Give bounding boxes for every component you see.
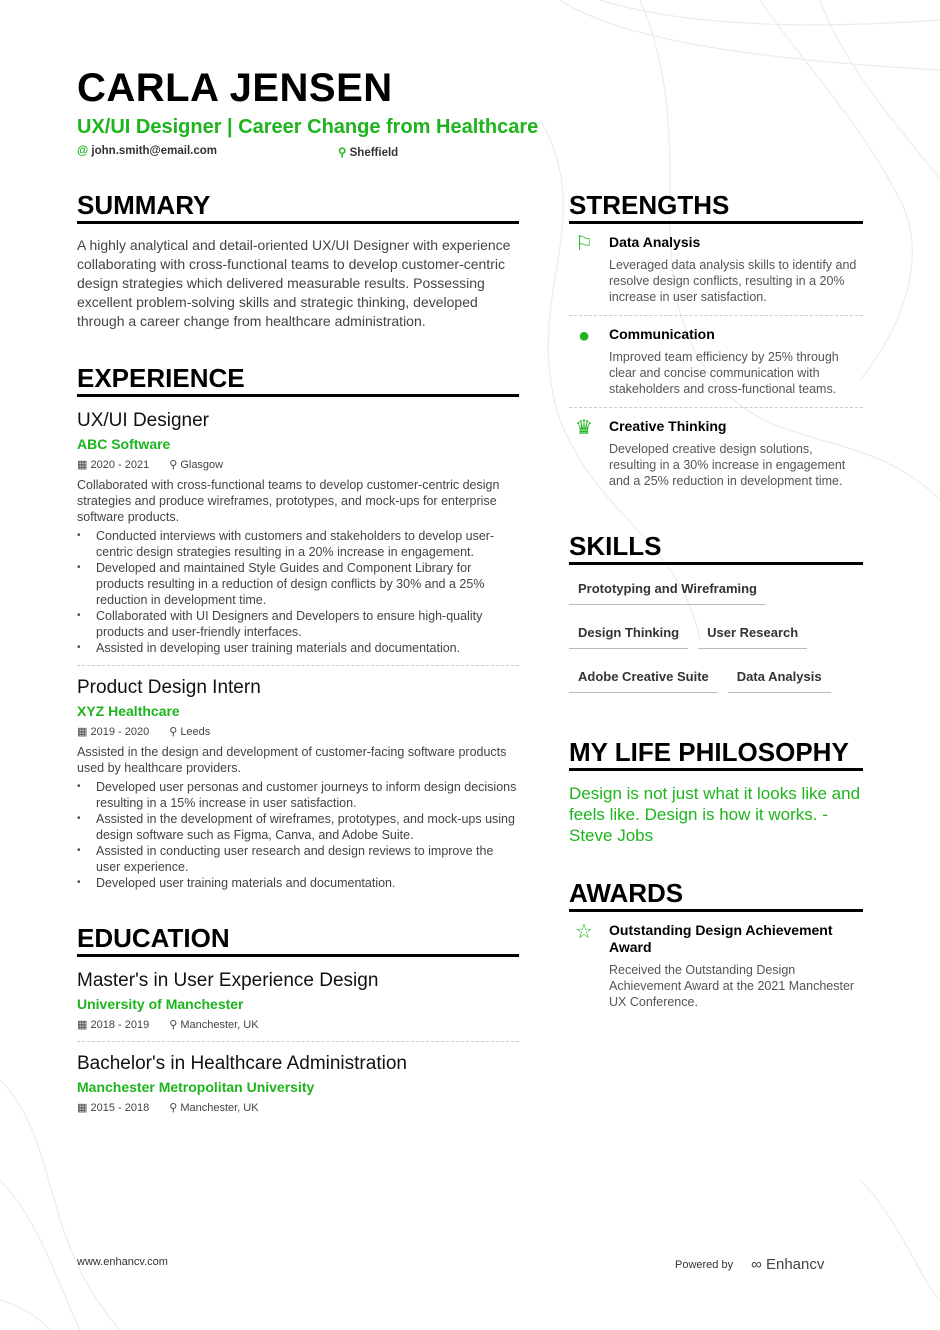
job-description: Assisted in the design and development of customer-facing software products used by healthcare providers. <box>77 745 507 775</box>
head-icon: ● <box>577 325 591 347</box>
strength-item <box>569 408 863 499</box>
dates-text: 2019 - 2020 <box>90 726 150 738</box>
location-text: Manchester, UK <box>180 1102 259 1114</box>
skill-tag: Adobe Creative Suite <box>569 661 718 693</box>
award-title: Outstanding Design Achievement Award <box>609 922 833 955</box>
experience-heading: EXPERIENCE <box>77 363 519 397</box>
location-pin-icon: ⚲ <box>338 147 347 159</box>
edu-location <box>169 1018 258 1032</box>
job-location <box>169 725 210 739</box>
job-dates <box>77 458 149 472</box>
strength-text: Leveraged data analysis skills to identify and resolve design conflicts, resulting in a 20% increase in user satisfaction. <box>609 258 857 304</box>
education-section <box>77 923 519 1115</box>
email[interactable] <box>77 145 217 157</box>
location-text: Sheffield <box>349 147 399 159</box>
job-dates <box>77 725 149 739</box>
education-entry <box>77 1052 519 1115</box>
enhancv-logo-icon: ∞ <box>751 1256 762 1273</box>
powered-by <box>675 1256 824 1273</box>
job-location <box>169 458 223 472</box>
candidate-name: CARLA JENSEN <box>77 66 393 110</box>
degree: Master's in User Experience Design <box>77 970 379 991</box>
experience-section <box>77 363 519 891</box>
powered-by-label: Powered by <box>675 1258 734 1271</box>
skill-tag: Design Thinking <box>569 617 688 649</box>
summary-heading: SUMMARY <box>77 190 519 224</box>
awards-section <box>569 878 863 1020</box>
location-text: Leeds <box>180 726 211 738</box>
divider <box>77 1041 519 1042</box>
job-title: Product Design Intern <box>77 677 261 698</box>
job-title: UX/UI Designer <box>77 410 209 431</box>
school: University of Manchester <box>77 996 244 1012</box>
job-description: Collaborated with cross-functional teams to develop customer-centric design strategies and produce wireframes, prototypes, and mock-ups for enterprise software products. <box>77 478 500 524</box>
bullet: • Collaborated with UI Designers and Developers to ensure high-quality products and user-friendly interfaces. <box>77 608 519 640</box>
divider <box>77 665 519 666</box>
edu-dates <box>77 1101 149 1115</box>
job-bullets <box>77 779 519 891</box>
philosophy-quote: Design is not just what it looks like and feels like. Design is how it works. - Steve Jobs <box>569 784 861 845</box>
strength-item <box>569 224 863 316</box>
location-pin-icon: ⚲ <box>169 1102 178 1114</box>
location-pin-icon: ⚲ <box>169 459 178 471</box>
strength-title: Communication <box>609 326 715 342</box>
email-text: john.smith@email.com <box>91 145 218 157</box>
education-heading: EDUCATION <box>77 923 519 957</box>
bullet: • Conducted interviews with customers and stakeholders to develop user-centric design strategies resulting in a 20% increase in engagement. <box>77 528 519 560</box>
degree: Bachelor's in Healthcare Administration <box>77 1053 407 1074</box>
location <box>338 145 398 159</box>
skills-section <box>569 531 863 705</box>
calendar-icon: ▦ <box>77 1102 88 1114</box>
location-pin-icon: ⚲ <box>169 726 178 738</box>
left-column <box>77 190 519 1115</box>
strength-text: Developed creative design solutions, resulting in a 30% increase in engagement and a 25% reduction in development time. <box>609 442 846 488</box>
school: Manchester Metropolitan University <box>77 1079 315 1095</box>
philosophy-heading: MY LIFE PHILOSOPHY <box>569 737 863 771</box>
bullet: • Assisted in the development of wireframes, prototypes, and mock-ups using design software such as Figma, Canva, and Adobe Suite. <box>77 811 519 843</box>
skill-tag: Prototyping and Wireframing <box>569 573 766 605</box>
bullet: • Developed and maintained Style Guides and Component Library for products resulting in a reduction of design conflicts by 30% and a 25% reduction in development time. <box>77 560 519 608</box>
strengths-section <box>569 190 863 499</box>
skill-tag: User Research <box>698 617 807 649</box>
strength-text: Improved team efficiency by 25% through clear and concise communication with stakeholders and cross-functional teams. <box>609 350 839 396</box>
strength-item <box>569 316 863 408</box>
skills-heading: SKILLS <box>569 531 863 565</box>
skill-tag: Data Analysis <box>728 661 831 693</box>
strengths-heading: STRENGTHS <box>569 190 863 224</box>
bullet: • Assisted in conducting user research and design reviews to improve the user experience. <box>77 843 519 875</box>
calendar-icon: ▦ <box>77 726 88 738</box>
award-item <box>569 912 863 1020</box>
edu-dates <box>77 1018 149 1032</box>
calendar-icon: ▦ <box>77 459 88 471</box>
philosophy-section <box>569 737 863 846</box>
at-icon: @ <box>77 145 89 157</box>
job-bullets <box>77 528 519 656</box>
job-entry <box>77 409 519 656</box>
location-text: Manchester, UK <box>180 1019 259 1031</box>
strength-title: Data Analysis <box>609 234 701 250</box>
location-pin-icon: ⚲ <box>169 1019 178 1031</box>
edu-location <box>169 1101 258 1115</box>
footer-website[interactable]: www.enhancv.com <box>77 1256 168 1268</box>
education-entry <box>77 969 519 1032</box>
awards-heading: AWARDS <box>569 878 863 912</box>
brand-text: Enhancv <box>765 1256 825 1273</box>
award-text: Received the Outstanding Design Achievement Award at the 2021 Manchester UX Conference. <box>609 963 855 1009</box>
company-name: ABC Software <box>77 436 171 452</box>
right-column <box>569 190 863 1020</box>
bullet: • Developed user training materials and documentation. <box>77 875 519 891</box>
dates-text: 2020 - 2021 <box>90 459 150 471</box>
dates-text: 2018 - 2019 <box>90 1019 150 1031</box>
enhancv-logo[interactable] <box>751 1256 824 1273</box>
candidate-title: UX/UI Designer | Career Change from Healthcare <box>77 116 539 138</box>
bullet: • Assisted in developing user training materials and documentation. <box>77 640 519 656</box>
summary-section <box>77 190 519 331</box>
dates-text: 2015 - 2018 <box>90 1102 150 1114</box>
trophy-icon: ♛ <box>575 417 593 439</box>
company-name: XYZ Healthcare <box>77 703 180 719</box>
star-icon: ☆ <box>575 921 593 943</box>
strength-title: Creative Thinking <box>609 418 727 434</box>
summary-text: A highly analytical and detail-oriented UX/UI Designer with experience collaborating with cross-functional teams to develop customer-centric design strategies which delivered measurable results. Possessing excellent problem-solving skills and strategic thinking, developed through a career change from healthcare administration. <box>77 237 511 329</box>
calendar-icon: ▦ <box>77 1019 88 1031</box>
bullet: • Developed user personas and customer journeys to inform design decisions resulting in a 15% increase in user satisfaction. <box>77 779 519 811</box>
flag-icon: ⚐ <box>575 233 593 255</box>
job-entry <box>77 676 519 891</box>
location-text: Glasgow <box>180 459 224 471</box>
